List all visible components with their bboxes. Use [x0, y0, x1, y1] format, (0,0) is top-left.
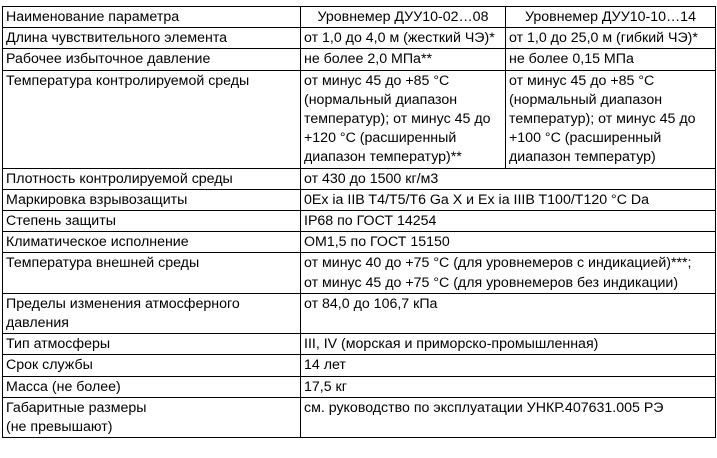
table-row: [3, 334, 716, 355]
row-value: [301, 211, 716, 232]
spec-table: [2, 6, 716, 438]
table-row: [3, 28, 716, 49]
cell-line: см. руководство по эксплуатации УНКР.407631.005 РЭ: [304, 399, 664, 416]
cell-line: Плотность контролируемой среды: [6, 170, 233, 187]
cell-line: (нормальный диапазон: [509, 91, 663, 108]
table-row: [3, 376, 716, 397]
row-value: [301, 189, 716, 210]
header-row: [3, 7, 716, 28]
cell-line: температур); от минус 45 до: [304, 111, 491, 128]
cell-line: давления: [6, 315, 69, 332]
row-value: [301, 293, 716, 333]
cell-line: Срок службы: [6, 357, 93, 374]
row-name: [3, 355, 301, 376]
header-model-b: Уровнемер ДУУ10-10…14: [506, 7, 716, 28]
cell-line: Габаритные размеры: [6, 399, 147, 416]
row-value: [301, 334, 716, 355]
cell-line: Маркировка взрывозащиты: [6, 191, 188, 208]
table-row: [3, 253, 716, 293]
table-row: [3, 211, 716, 232]
row-name: [3, 293, 301, 333]
table-row: [3, 168, 716, 189]
table-row: [3, 70, 716, 168]
table-row: [3, 397, 716, 437]
cell-line: от минус 45 до +75 °C (для уровнемеров без индикации): [304, 274, 679, 291]
row-value: [301, 376, 716, 397]
cell-line: от минус 45 до +85 °C: [509, 72, 655, 89]
cell-line: 14 лет: [304, 357, 346, 374]
row-value: [301, 168, 716, 189]
cell-line: Климатическое исполнение: [6, 234, 189, 251]
row-value-a: [301, 70, 506, 168]
cell-line: Масса (не более): [6, 378, 121, 395]
cell-line: (нормальный диапазон: [304, 91, 458, 108]
cell-line: от 84,0 до 106,7 кПа: [304, 295, 438, 312]
row-value-a: от 1,0 до 4,0 м (жесткий ЧЭ)*: [301, 28, 506, 49]
row-value-a: не более 2,0 МПа**: [301, 49, 506, 70]
row-name: [3, 232, 301, 253]
cell-line: от 430 до 1500 кг/м3: [304, 170, 439, 187]
row-name: [3, 211, 301, 232]
row-value: [301, 397, 716, 437]
cell-line: Температура внешней среды: [6, 255, 200, 272]
row-name: [3, 253, 301, 293]
cell-line: (не превышают): [6, 419, 113, 436]
cell-line: 0Ex ia IIB T4/T5/T6 Ga X и Ex ia IIIB T100/T120 °C Da: [304, 191, 650, 208]
row-value: [301, 355, 716, 376]
header-model-a: Уровнемер ДУУ10-02…08: [301, 7, 506, 28]
cell-line: от минус 45 до +85 °C: [304, 72, 450, 89]
cell-line: IP68 по ГОСТ 14254: [304, 213, 437, 230]
table-row: [3, 232, 716, 253]
row-name: Рабочее избыточное давление: [3, 49, 301, 70]
table-row: [3, 293, 716, 333]
row-name: [3, 376, 301, 397]
cell-line: III, IV (морская и приморско-промышленная): [304, 336, 599, 353]
cell-line: Тип атмосферы: [6, 336, 111, 353]
cell-line: Пределы изменения атмосферного: [6, 295, 240, 312]
cell-line: ОМ1,5 по ГОСТ 15150: [304, 234, 450, 251]
row-name: [3, 334, 301, 355]
cell-line: от минус 40 до +75 °C (для уровнемеров с индикацией)***;: [304, 255, 692, 272]
table-row: [3, 49, 716, 70]
row-value-b: не более 0,15 МПа: [506, 49, 716, 70]
table-row: [3, 355, 716, 376]
cell-line: диапазон температур)**: [304, 149, 462, 166]
row-name: [3, 189, 301, 210]
row-name: [3, 397, 301, 437]
cell-line: температур); от минус 45 до: [509, 111, 696, 128]
cell-line: 17,5 кг: [304, 378, 347, 395]
cell-line: +120 °C (расширенный: [304, 130, 457, 147]
row-value: [301, 253, 716, 293]
row-value: [301, 232, 716, 253]
table-row: [3, 189, 716, 210]
cell-line: Степень защиты: [6, 213, 116, 230]
merged-rows: [3, 168, 716, 438]
row-name: Длина чувствительного элемента: [3, 28, 301, 49]
row-name: [3, 168, 301, 189]
header-param: Наименование параметра: [3, 7, 301, 28]
cell-line: +100 °C (расширенный: [509, 130, 662, 147]
row-name: Температура контролируемой среды: [3, 70, 301, 168]
cell-line: диапазон температур): [509, 149, 656, 166]
row-value-b: от 1,0 до 25,0 м (гибкий ЧЭ)*: [506, 28, 716, 49]
row-value-b: [506, 70, 716, 168]
